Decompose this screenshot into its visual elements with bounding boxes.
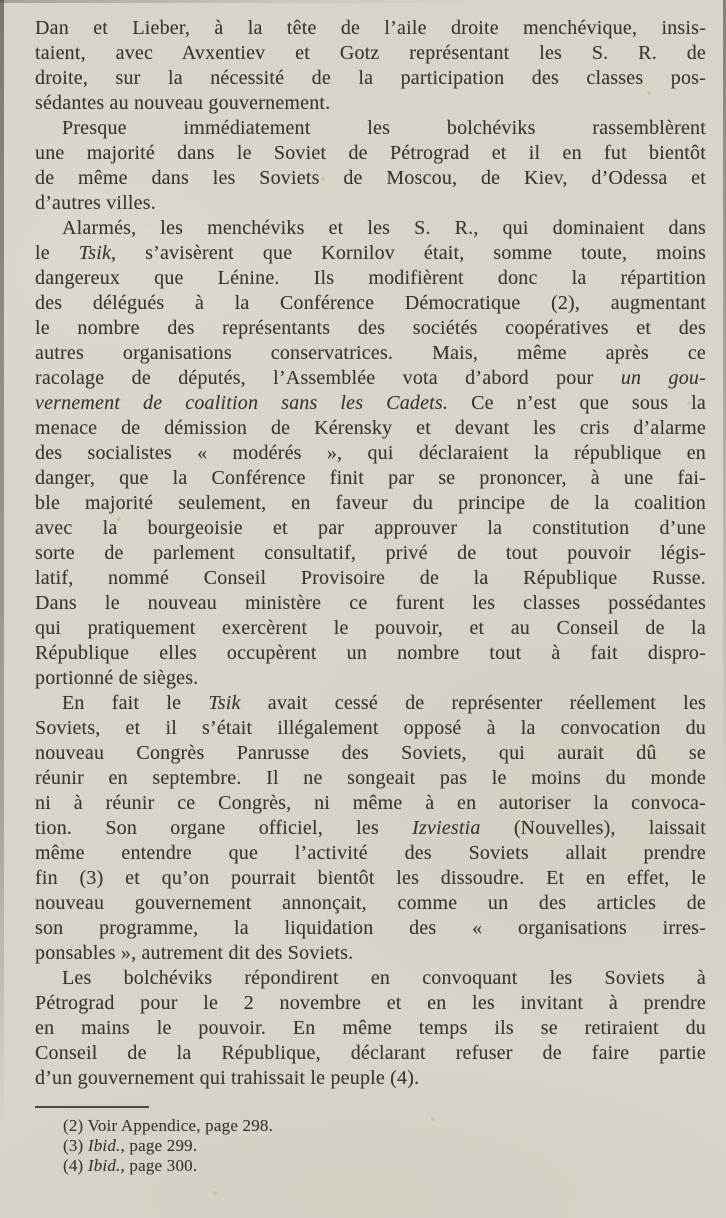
italic-text: Tsik: [78, 242, 112, 264]
text-line: [35, 766, 706, 791]
text-line: [35, 566, 706, 591]
text-line: [35, 441, 706, 466]
text-line: [35, 166, 706, 191]
text-line: [35, 141, 706, 166]
text-segment: danger, que la Conférence finit par se prononcer, à une fai-: [35, 467, 706, 489]
text-segment: , page 299.: [120, 1136, 198, 1155]
text-line: [35, 66, 706, 91]
body-text: [35, 16, 706, 1091]
text-segment: menace de démission de Kérensky et devant les cris d’alarme: [35, 417, 706, 439]
text-line: [35, 841, 706, 866]
text-segment: le: [35, 242, 79, 264]
text-line: [35, 916, 706, 941]
text-segment: le nombre des représentants des sociétés coopératives et des: [35, 317, 706, 339]
text-segment: nouveau gouvernement annonçait, comme un des articles de: [35, 892, 706, 914]
text-segment: une majorité dans le Soviet de Pétrograd et il en fut bientôt: [35, 142, 706, 164]
text-line: [35, 541, 706, 566]
text-segment: ni à réunir ce Congrès, ni même à en autoriser la convoca-: [35, 792, 706, 814]
text-segment: droite, sur la nécessité de la participation des classes pos-: [35, 67, 706, 89]
text-segment: même entendre que l’activité des Soviets allait prendre: [35, 842, 706, 864]
text-line: [35, 966, 706, 991]
text-line: [35, 16, 706, 41]
text-segment: (3): [63, 1136, 88, 1155]
text-segment: , page 300.: [120, 1156, 198, 1175]
text-segment: nouveau Congrès Panrusse des Soviets, qui aurait dû se: [35, 742, 706, 764]
text-segment: d’un gouvernement qui trahissait le peuple (4).: [35, 1067, 420, 1089]
italic-text: Izviestia: [412, 817, 481, 839]
text-line: [35, 666, 706, 691]
paragraph: [35, 116, 706, 216]
text-line: [35, 741, 706, 766]
text-segment: (4): [63, 1156, 88, 1175]
scan-edge-top: [0, 0, 726, 3]
paper-specks: [0, 0, 2, 2]
text-segment: Les bolchéviks répondirent en convoquant les Soviets à: [62, 967, 706, 989]
text-segment: racolage de députés, l’Assemblée vota d’abord pour: [35, 367, 621, 389]
text-line: [35, 716, 706, 741]
text-segment: Soviets, et il s’était illégalement opposé à la convocation du: [35, 717, 706, 739]
text-line: [35, 91, 706, 116]
text-line: [35, 266, 706, 291]
text-line: [35, 316, 706, 341]
text-line: [35, 191, 706, 216]
text-segment: (Nouvelles), laissait: [480, 817, 706, 839]
italic-text: un gou-: [620, 367, 706, 389]
text-line: [35, 341, 706, 366]
text-segment: fin (3) et qu’on pourrait bientôt les dissoudre. Et en effet, le: [35, 867, 706, 889]
text-segment: Alarmés, les menchéviks et les S. R., qui dominaient dans: [62, 217, 706, 239]
text-segment: Dan et Lieber, à la tête de l’aile droite menchévique, insis-: [35, 17, 706, 39]
text-segment: latif, nommé Conseil Provisoire de la République Russe.: [35, 567, 706, 589]
text-segment: sorte de parlement consultatif, privé de tout pouvoir légis-: [35, 542, 706, 564]
text-segment: sédantes au nouveau gouvernement.: [35, 92, 331, 114]
footnote-separator: [35, 1106, 149, 1108]
text-line: [35, 591, 706, 616]
text-segment: Ce n’est que sous la: [448, 392, 706, 414]
text-line: [35, 616, 706, 641]
text-line: [35, 416, 706, 441]
footnotes: [35, 1116, 706, 1176]
text-line: [35, 816, 706, 841]
text-line: [35, 291, 706, 316]
text-segment: des délégués à la Conférence Démocratique (2), augmentant: [35, 292, 706, 314]
text-segment: des socialistes « modérés », qui déclaraient la république en: [35, 442, 706, 464]
text-segment: ponsables », autrement dit des Soviets.: [35, 942, 354, 964]
italic-text: Ibid.: [87, 1156, 121, 1175]
text-line: [35, 116, 706, 141]
text-line: [35, 1016, 706, 1041]
text-line: [35, 391, 706, 416]
text-segment: son programme, la liquidation des « organisations irres-: [35, 917, 706, 939]
text-line: [35, 891, 706, 916]
text-segment: taient, avec Avxentiev et Gotz représentant les S. R. de: [35, 42, 706, 64]
paragraph: [35, 966, 706, 1091]
text-segment: qui pratiquement exercèrent le pouvoir, et au Conseil de la: [35, 617, 706, 639]
text-segment: , s’avisèrent que Kornilov était, somme toute, moins: [111, 242, 706, 264]
text-line: [35, 691, 706, 716]
text-segment: de même dans les Soviets de Moscou, de Kiev, d’Odessa et: [35, 167, 706, 189]
text-segment: Conseil de la République, déclarant refuser de faire partie: [35, 1042, 706, 1064]
footnote-line: [35, 1156, 706, 1176]
paragraph: [35, 216, 706, 691]
italic-text: Tsik: [208, 692, 241, 714]
text-line: [35, 1041, 706, 1066]
text-segment: ble majorité seulement, en faveur du principe de la coalition: [35, 492, 706, 514]
text-segment: dangereux que Lénine. Ils modifièrent donc la répartition: [35, 267, 706, 289]
footnote-line: [35, 1136, 706, 1156]
scan-edge-left: [0, 0, 4, 1130]
text-line: [35, 41, 706, 66]
text-segment: Dans le nouveau ministère ce furent les classes possédantes: [35, 592, 706, 614]
text-line: [35, 491, 706, 516]
text-line: [35, 866, 706, 891]
text-segment: Presque immédiatement les bolchéviks rassemblèrent: [62, 117, 706, 139]
text-segment: avec la bourgeoisie et par approuver la constitution d’une: [35, 517, 706, 539]
text-line: [35, 466, 706, 491]
text-line: [35, 641, 706, 666]
text-line: [35, 241, 706, 266]
text-line: [35, 366, 706, 391]
text-segment: tion. Son organe officiel, les: [35, 817, 413, 839]
text-segment: avait cessé de représenter réellement les: [240, 692, 706, 714]
text-line: [35, 791, 706, 816]
text-line: [35, 216, 706, 241]
text-line: [35, 991, 706, 1016]
text-segment: République elles occupèrent un nombre tout à fait dispro-: [35, 642, 706, 664]
text-line: [35, 1066, 706, 1091]
text-segment: Pétrograd pour le 2 novembre et en les invitant à prendre: [35, 992, 706, 1014]
footnote-line: [35, 1116, 706, 1136]
text-segment: (2) Voir Appendice, page 298.: [63, 1116, 274, 1135]
text-segment: portionné de sièges.: [35, 667, 199, 689]
italic-text: vernement de coalition sans les Cadets.: [35, 392, 449, 414]
text-segment: En fait le: [62, 692, 209, 714]
paragraph: [35, 691, 706, 966]
text-segment: réunir en septembre. Il ne songeait pas le moins du monde: [35, 767, 706, 789]
italic-text: Ibid.: [87, 1136, 121, 1155]
text-line: [35, 516, 706, 541]
text-segment: en mains le pouvoir. En même temps ils se retiraient du: [35, 1017, 706, 1039]
paragraph: [35, 16, 706, 116]
text-line: [35, 941, 706, 966]
text-segment: d’autres villes.: [35, 192, 156, 214]
text-segment: autres organisations conservatrices. Mais, même après ce: [35, 342, 706, 364]
